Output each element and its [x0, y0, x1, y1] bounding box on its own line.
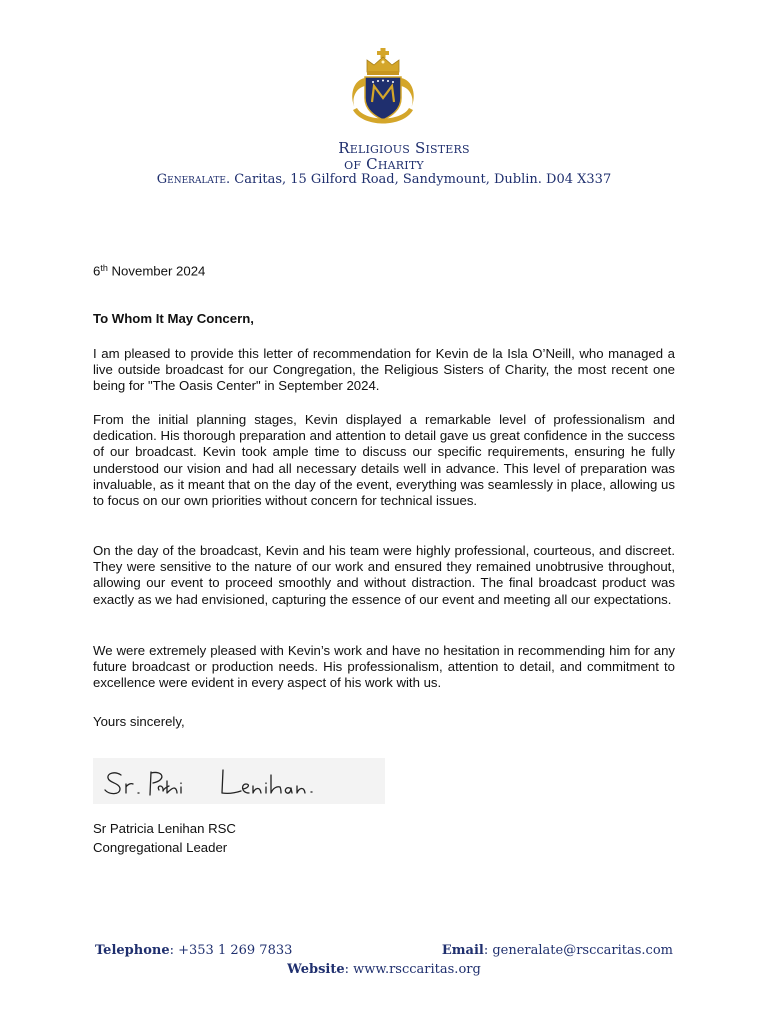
closing: Yours sincerely,	[93, 714, 185, 729]
signer-name: Sr Patricia Lenihan RSC	[93, 821, 236, 836]
generalate-address	[0, 172, 768, 187]
website-label: Website	[287, 962, 345, 977]
footer-email	[442, 943, 673, 958]
website-value[interactable]: : www.rsccaritas.org	[344, 962, 481, 977]
signer-title: Congregational Leader	[93, 840, 228, 855]
paragraph-4: We were extremely pleased with Kevin’s work and have no hesitation in recommending him for any future broadcast or production needs. His professionalism, attention to detail, and commitment to excellence were evident in every aspect of his work with us.	[93, 643, 675, 691]
paragraph-1: I am pleased to provide this letter of recommendation for Kevin de la Isla O’Neill, who managed a live outside broadcast for our Congregation, the Religious Sisters of Charity, the most recent one being for "The Oasis Center" in September 2024.	[93, 346, 675, 394]
footer-website	[0, 962, 768, 977]
org-name-line2: of Charity	[344, 155, 424, 173]
salutation: To Whom It May Concern,	[93, 311, 254, 326]
date-rest: November 2024	[111, 263, 206, 279]
letter-date	[93, 259, 675, 280]
handwritten-signature	[93, 758, 385, 804]
crest-logo-icon	[343, 46, 423, 136]
paragraph-3: On the day of the broadcast, Kevin and his team were highly professional, courteous, and discreet. They were sensitive to the nature of our work and ensured they remained unobtrusive throughout, allowing our event to proceed smoothly and without distraction. The final broadcast product was exactly as we had envisioned, capturing the essence of our event and meeting all our expectations.	[93, 543, 675, 607]
date-suffix: th	[100, 263, 108, 273]
email-label: Email	[441, 943, 484, 958]
signer-block	[93, 819, 675, 857]
paragraph-2: From the initial planning stages, Kevin displayed a remarkable level of professionalism and dedication. His thorough preparation and attention to detail gave us great confidence in the success of our broadcast. Kevin took ample time to discuss our specific requirements, ensuring he fully understood our vision and had all necessary details well in advance. This level of preparation was invaluable, as it meant that on the day of the event, everything was seamlessly in place, allowing us to focus on our own priorities without concern for technical issues.	[93, 412, 675, 509]
email-value[interactable]: : generalate@rsccaritas.com	[483, 943, 673, 958]
org-name-line1: Religious Sisters	[338, 139, 470, 157]
generalate-label: Generalate.	[156, 172, 231, 187]
telephone-value: : +353 1 269 7833	[169, 943, 293, 958]
date-day: 6	[93, 263, 101, 279]
address-text: Caritas, 15 Gilford Road, Sandymount, Dublin. D04 X337	[234, 172, 612, 187]
telephone-label: Telephone	[95, 943, 170, 958]
footer-telephone	[95, 943, 292, 958]
